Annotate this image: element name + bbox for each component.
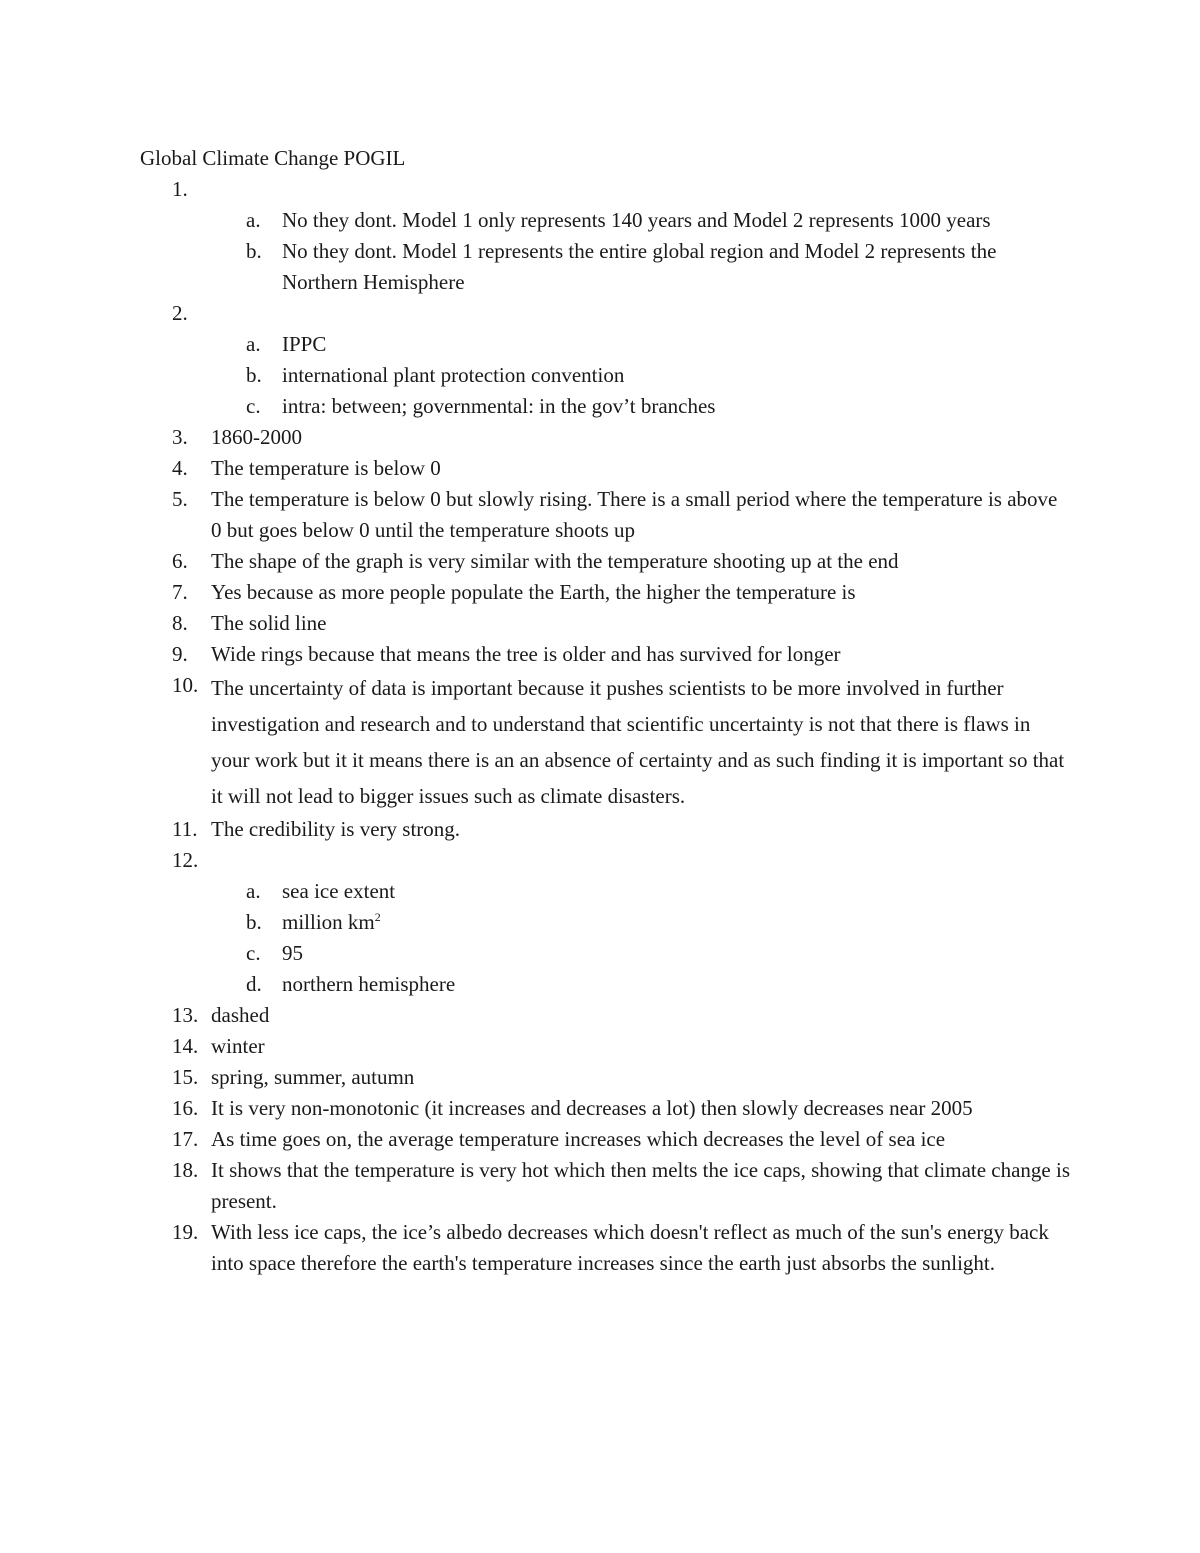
subitem-text-wrap: [282, 329, 1072, 360]
subitem-letter: a.: [246, 208, 261, 232]
subitem-text-wrap: [282, 938, 1072, 969]
item-number: 19.: [172, 1220, 199, 1244]
answer-item: [0, 1000, 1200, 1031]
subitem-letter: b.: [246, 363, 262, 387]
item-text: The shape of the graph is very similar with the temperature shooting up at the end: [211, 549, 899, 573]
answer-item: [0, 174, 1200, 205]
item-number: 12.: [172, 848, 199, 872]
item-number: 5.: [172, 487, 188, 511]
item-number: 3.: [172, 425, 188, 449]
item-number: 15.: [172, 1065, 199, 1089]
item-number: 1.: [172, 177, 188, 201]
item-text: [211, 298, 1071, 329]
answer-item: [0, 608, 1200, 639]
answer-item: [0, 1217, 1200, 1279]
item-text: The credibility is very strong.: [211, 817, 461, 841]
item-text: It shows that the temperature is very hot which then melts the ice caps, showing that climate change is present.: [211, 1158, 1071, 1213]
item-number: 7.: [172, 580, 188, 604]
item-text: Yes because as more people populate the Earth, the higher the temperature is: [211, 580, 856, 604]
item-text: The temperature is below 0: [211, 456, 441, 480]
subitem-text-wrap: [282, 205, 1072, 236]
item-text: The uncertainty of data is important because it pushes scientists to be more involved in further investigation and research and to understand that scientific uncertainty is not that there is flaws in your work but it it means there is an an absence of certainty and as such finding it is important so that it will not lead to bigger issues such as climate disasters.: [211, 676, 1065, 808]
answer-item: [0, 1155, 1200, 1217]
item-number: 16.: [172, 1096, 199, 1120]
answer-item: [0, 1093, 1200, 1124]
answer-item: [0, 639, 1200, 670]
item-text: As time goes on, the average temperature increases which decreases the level of sea ice: [211, 1127, 946, 1151]
answer-item: [0, 422, 1200, 453]
answer-item: [0, 670, 1200, 814]
subitem-text: IPPC: [282, 332, 327, 356]
answer-subitem: [0, 907, 1200, 938]
subitem-text: million km: [282, 910, 375, 934]
subitem-letter: c.: [246, 394, 261, 418]
item-number: 9.: [172, 642, 188, 666]
item-text: The solid line: [211, 611, 327, 635]
item-number: 14.: [172, 1034, 199, 1058]
answer-subitem: [0, 969, 1200, 1000]
item-number: 11.: [172, 817, 198, 841]
answer-subitem: [0, 938, 1200, 969]
subitem-text: 95: [282, 941, 303, 965]
subitem-letter: a.: [246, 332, 261, 356]
subitem-text-wrap: [282, 969, 1072, 1000]
item-number: 6.: [172, 549, 188, 573]
answer-subitem: [0, 236, 1200, 298]
subitem-text: intra: between; governmental: in the gov’t branches: [282, 394, 716, 418]
subitem-text: northern hemisphere: [282, 972, 456, 996]
item-text: spring, summer, autumn: [211, 1065, 415, 1089]
item-text: The temperature is below 0 but slowly rising. There is a small period where the temperature is above 0 but goes below 0 until the temperature shoots up: [211, 487, 1058, 542]
subitem-letter: b.: [246, 239, 262, 263]
subitem-letter: a.: [246, 879, 261, 903]
subitem-text-wrap: [282, 360, 1072, 391]
answer-subitem: [0, 205, 1200, 236]
answer-item: [0, 1031, 1200, 1062]
item-text: Wide rings because that means the tree is older and has survived for longer: [211, 642, 841, 666]
answer-subitem: [0, 876, 1200, 907]
subitem-letter: c.: [246, 941, 261, 965]
subitem-text-wrap: [282, 907, 1072, 938]
subitem-text: international plant protection convention: [282, 363, 625, 387]
item-text: It is very non-monotonic (it increases and decreases a lot) then slowly decreases near 2005: [211, 1096, 973, 1120]
item-number: 18.: [172, 1158, 199, 1182]
item-number: 10.: [172, 673, 199, 697]
item-number: 8.: [172, 611, 188, 635]
subitem-text-wrap: [282, 876, 1072, 907]
item-text: [211, 845, 1071, 876]
answer-item: [0, 577, 1200, 608]
item-number: 13.: [172, 1003, 199, 1027]
subitem-text: sea ice extent: [282, 879, 396, 903]
answer-list: [0, 174, 1200, 1279]
answer-subitem: [0, 329, 1200, 360]
subitem-letter: d.: [246, 972, 262, 996]
item-text: [211, 174, 1071, 205]
answer-item: [0, 845, 1200, 876]
item-number: 17.: [172, 1127, 199, 1151]
answer-item: [0, 484, 1200, 546]
answer-item: [0, 1124, 1200, 1155]
superscript: 2: [374, 910, 381, 924]
subitem-text-wrap: [282, 236, 1072, 298]
answer-subitem: [0, 391, 1200, 422]
answer-item: [0, 814, 1200, 845]
item-text: dashed: [211, 1003, 270, 1027]
subitem-text: No they dont. Model 1 represents the entire global region and Model 2 represents the Northern Hemisphere: [282, 239, 997, 294]
answer-item: [0, 546, 1200, 577]
answer-item: [0, 298, 1200, 329]
answer-item: [0, 453, 1200, 484]
item-text: 1860-2000: [211, 425, 302, 449]
answer-item: [0, 1062, 1200, 1093]
subitem-letter: b.: [246, 910, 262, 934]
item-text: With less ice caps, the ice’s albedo decreases which doesn't reflect as much of the sun's energy back into space therefore the earth's temperature increases since the earth just absorbs the sunlight.: [211, 1220, 1049, 1275]
subitem-text-wrap: [282, 391, 1072, 422]
item-number: 4.: [172, 456, 188, 480]
document-title: Global Climate Change POGIL: [140, 146, 406, 170]
subitem-text: No they dont. Model 1 only represents 140 years and Model 2 represents 1000 years: [282, 208, 991, 232]
answer-subitem: [0, 360, 1200, 391]
item-number: 2.: [172, 301, 188, 325]
item-text: winter: [211, 1034, 265, 1058]
